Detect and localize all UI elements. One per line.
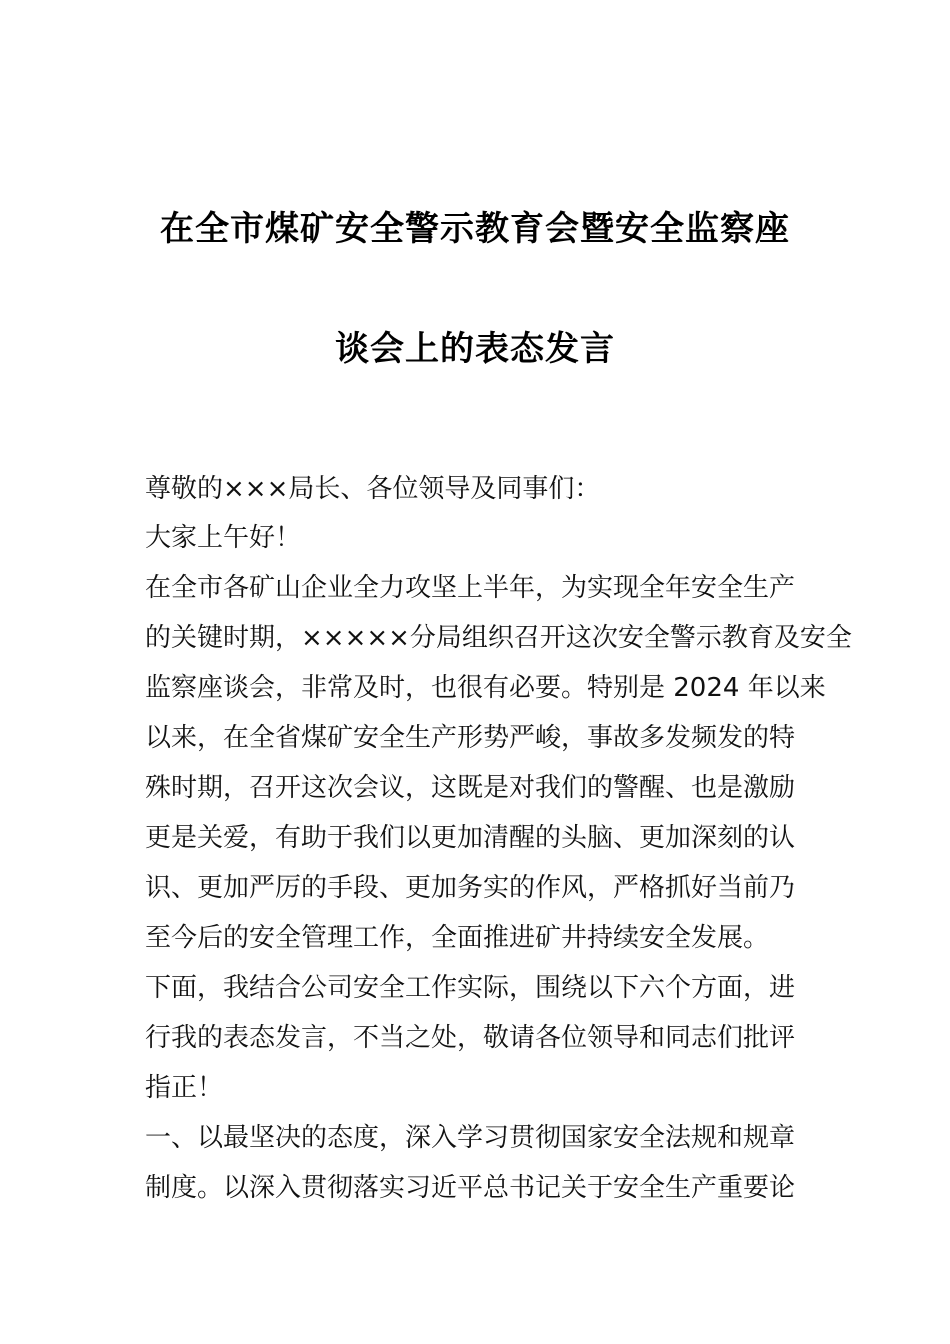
paragraph-line: 的关键时期，×××××分局组织召开这次安全警示教育及安全 [145,623,852,653]
document-title-line-1: 在全市煤矿安全警示教育会暨安全监察座 [160,209,790,249]
salutation-line: 尊敬的×××局长、各位领导及同事们： [145,474,601,504]
paragraph-line: 更是关爱，有助于我们以更加清醒的头脑、更加深刻的认 [145,823,796,853]
paragraph-line: 制度。以深入贯彻落实习近平总书记关于安全生产重要论 [145,1173,796,1203]
paragraph-line: 行我的表态发言，不当之处，敬请各位领导和同志们批评 [145,1023,796,1053]
paragraph-line: 在全市各矿山企业全力攻坚上半年，为实现全年安全生产 [145,573,796,603]
paragraph-line: 以来，在全省煤矿安全生产形势严峻，事故多发频发的特 [145,723,796,753]
paragraph-line: 监察座谈会，非常及时，也很有必要。特别是 2024 年以来 [145,673,826,703]
paragraph-line: 指正！ [145,1073,224,1103]
section-heading-line: 一、以最坚决的态度，深入学习贯彻国家安全法规和规章 [145,1123,796,1153]
greeting-line: 大家上午好！ [145,523,302,553]
document-title-line-2: 谈会上的表态发言 [335,329,615,369]
paragraph-line: 至今后的安全管理工作，全面推进矿井持续安全发展。 [145,923,770,953]
paragraph-line: 殊时期，召开这次会议，这既是对我们的警醒、也是激励 [145,773,796,803]
paragraph-line: 下面，我结合公司安全工作实际，围绕以下六个方面，进 [145,973,796,1003]
paragraph-line: 识、更加严厉的手段、更加务实的作风，严格抓好当前乃 [145,873,796,903]
